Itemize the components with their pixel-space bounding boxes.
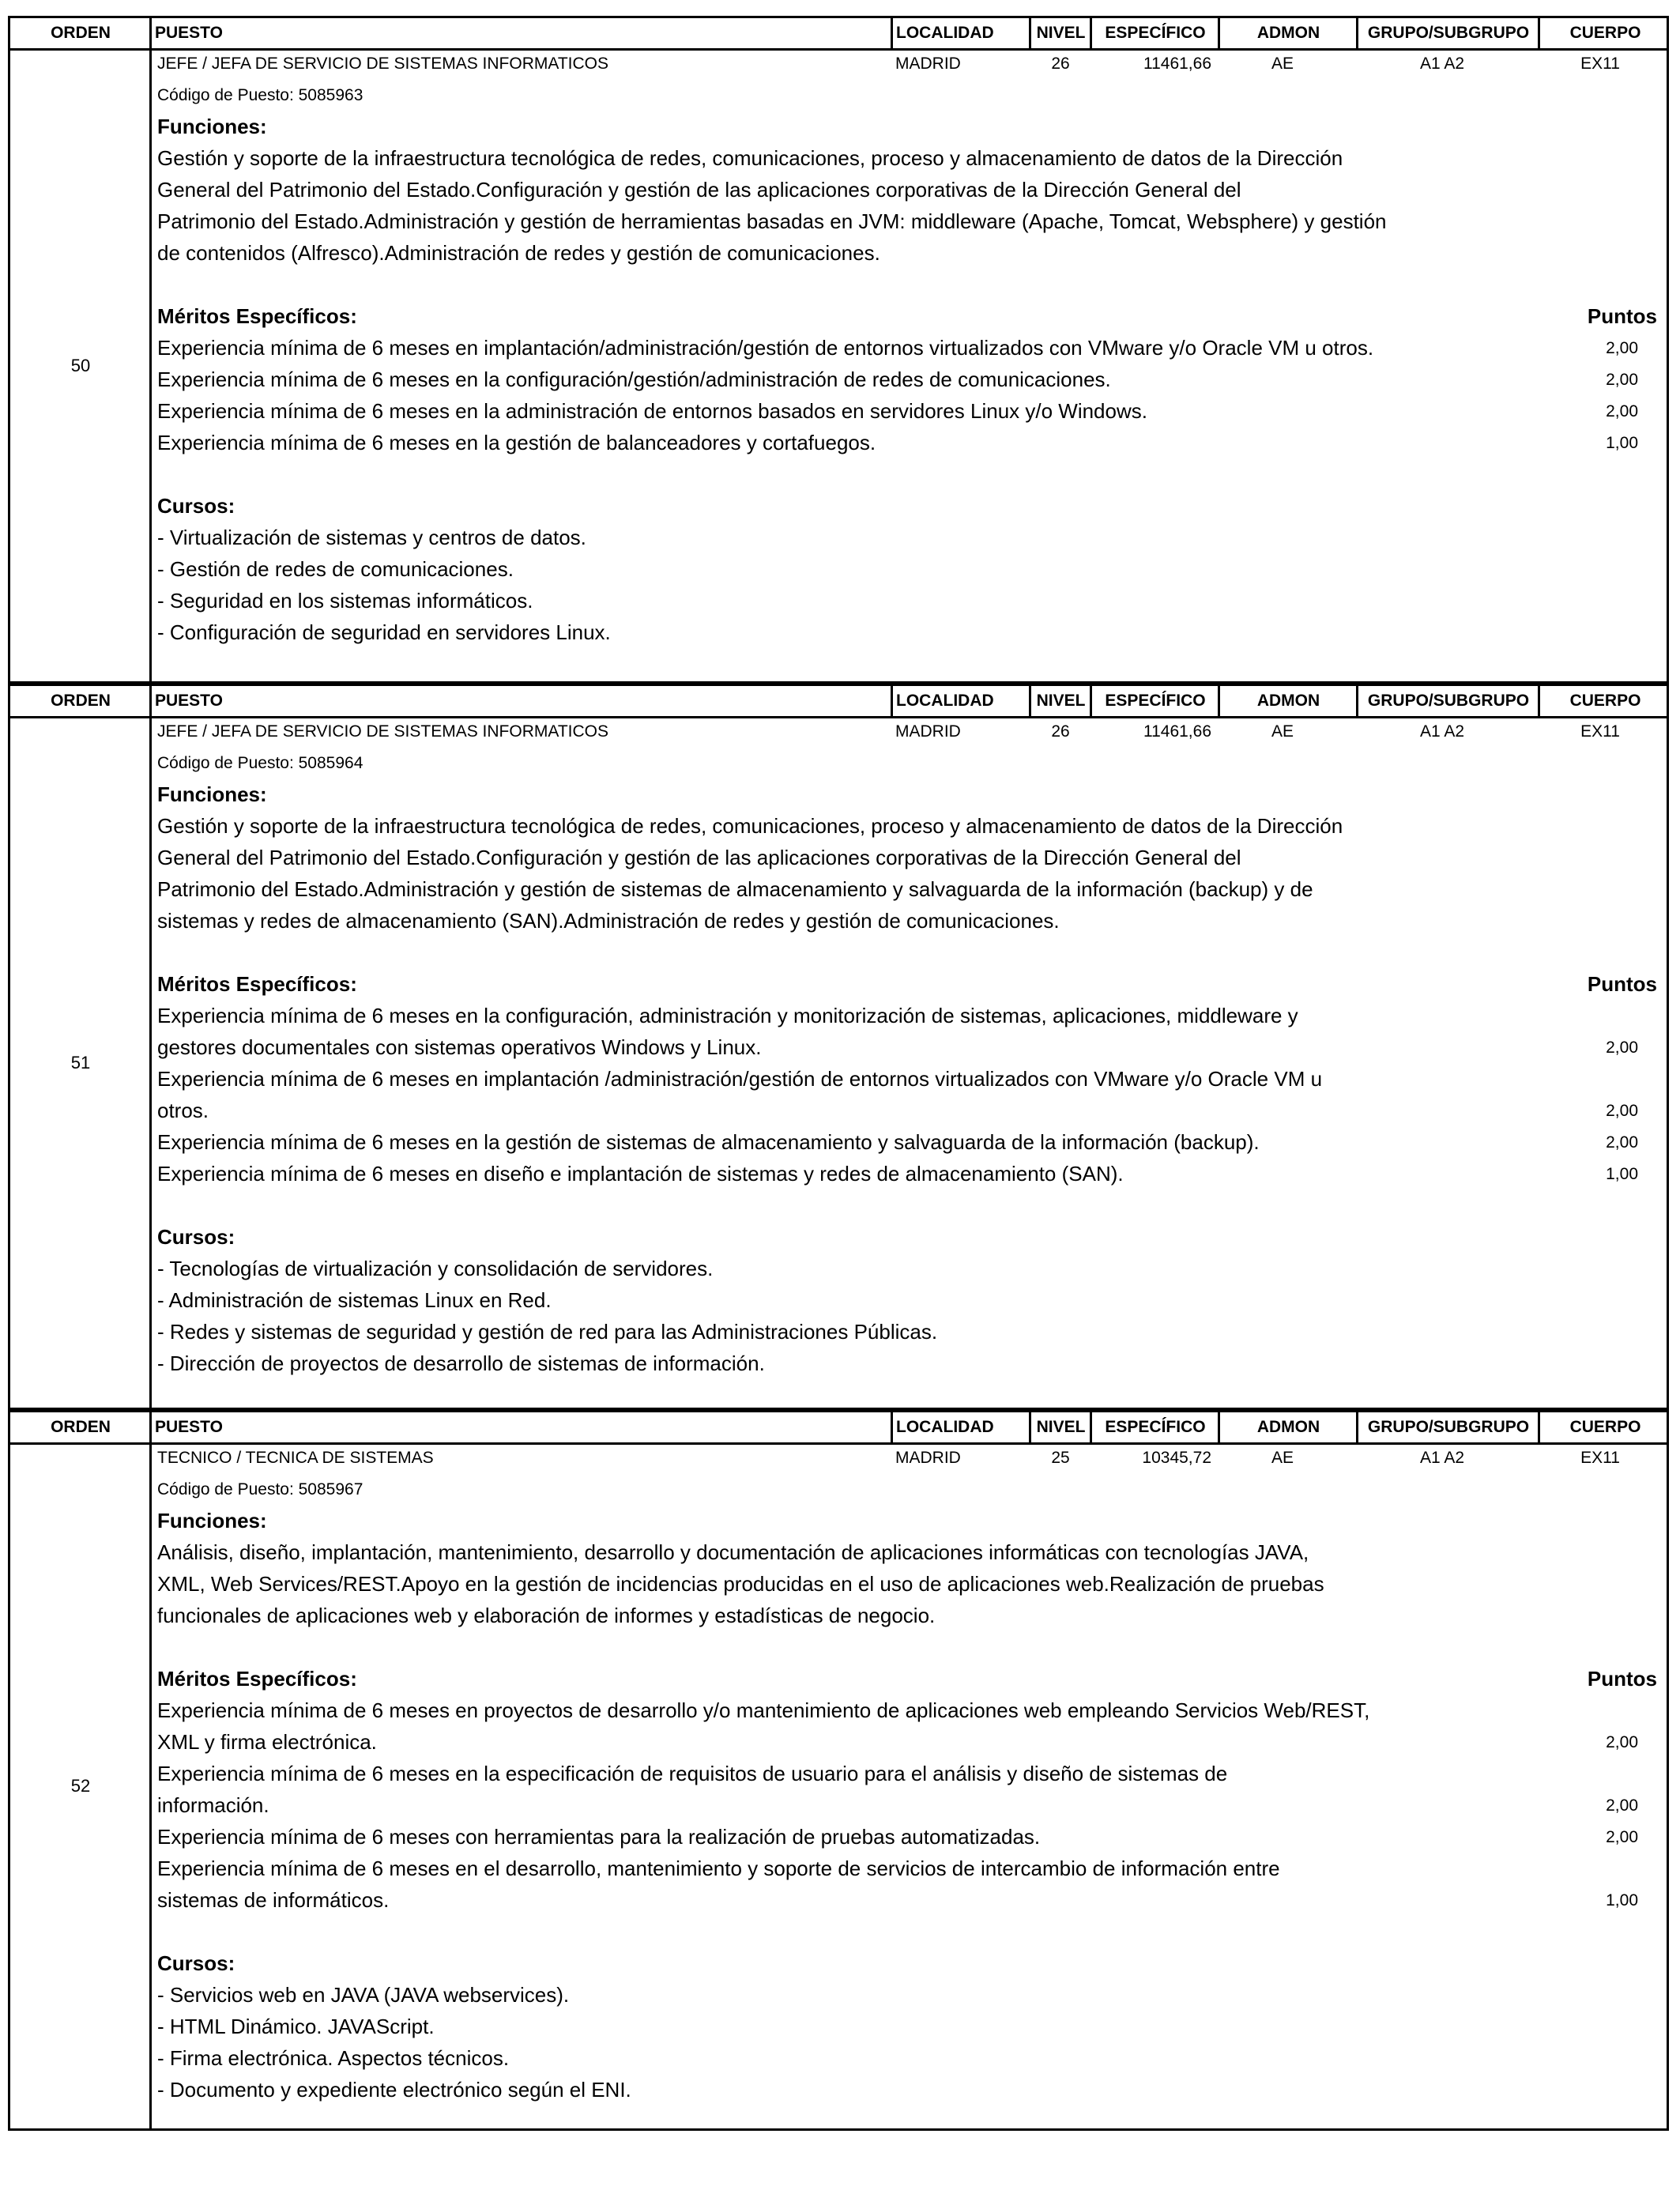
header-divider [1090, 1412, 1092, 1442]
header-divider [149, 18, 152, 48]
codigo-puesto: Código de Puesto: 5085964 [157, 754, 363, 772]
codigo-puesto: Código de Puesto: 5085963 [157, 86, 363, 104]
curso-line: - Seguridad en los sistemas informáticos. [157, 589, 533, 613]
position-block [8, 16, 1669, 684]
merito-line: Experiencia mínima de 6 meses en la configuración, administración y monitorización de sistemas, aplicaciones, middleware y [157, 1004, 1298, 1027]
codigo-puesto: Código de Puesto: 5085967 [157, 1480, 363, 1498]
header-nivel: NIVEL [1036, 24, 1086, 42]
merito-puntos: 2,00 [1606, 339, 1638, 357]
header-divider [1029, 18, 1031, 48]
header-especifico: ESPECÍFICO [1105, 1418, 1206, 1436]
curso-line: - Configuración de seguridad en servidores Linux. [157, 620, 611, 644]
value-grupo: A1 A2 [1419, 55, 1465, 73]
value-cuerpo: EX11 [1580, 722, 1620, 741]
merito-puntos: 2,00 [1606, 1733, 1638, 1751]
header-localidad: LOCALIDAD [896, 1418, 994, 1436]
funciones-heading: Funciones: [157, 782, 267, 806]
merito-puntos: 2,00 [1606, 1102, 1638, 1120]
curso-line: - Servicios web en JAVA (JAVA webservices). [157, 1983, 570, 2007]
header-divider [1029, 686, 1031, 716]
cursos-heading: Cursos: [157, 1225, 235, 1249]
value-nivel: 25 [1051, 1449, 1070, 1467]
merito-line: Experiencia mínima de 6 meses con herramientas para la realización de pruebas automatizadas. [157, 1825, 1041, 1849]
funciones-line: sistemas y redes de almacenamiento (SAN).Administración de redes y gestión de comunicaciones. [157, 909, 1060, 933]
header-especifico: ESPECÍFICO [1105, 24, 1206, 42]
curso-line: - Firma electrónica. Aspectos técnicos. [157, 2046, 510, 2070]
funciones-heading: Funciones: [157, 115, 267, 138]
value-nivel: 26 [1051, 55, 1070, 73]
merito-line: Experiencia mínima de 6 meses en la configuración/gestión/administración de redes de comunicaciones. [157, 368, 1111, 391]
merito-puntos: 2,00 [1606, 1796, 1638, 1815]
position-block [8, 1410, 1669, 2131]
merito-puntos: 2,00 [1606, 1828, 1638, 1846]
cursos-heading: Cursos: [157, 1951, 235, 1975]
header-divider [1356, 1412, 1358, 1442]
table-header-row [10, 18, 1667, 51]
header-cuerpo: CUERPO [1569, 24, 1641, 42]
header-divider [891, 686, 893, 716]
puntos-heading: Puntos [1587, 1667, 1657, 1691]
value-admon: AE [1271, 1449, 1294, 1467]
funciones-heading: Funciones: [157, 1509, 267, 1532]
header-divider [1356, 686, 1358, 716]
merito-line: gestores documentales con sistemas operativos Windows y Linux. [157, 1035, 762, 1059]
header-admon: ADMON [1256, 1418, 1320, 1436]
value-admon: AE [1271, 722, 1294, 741]
position-body [10, 1442, 1667, 2128]
merito-line: Experiencia mínima de 6 meses en la gestión de sistemas de almacenamiento y salvaguarda de la información (backup). [157, 1130, 1260, 1154]
value-grupo: A1 A2 [1419, 722, 1465, 741]
funciones-line: General del Patrimonio del Estado.Configuración y gestión de las aplicaciones corporativas de la Dirección General del [157, 846, 1241, 869]
funciones-line: General del Patrimonio del Estado.Configuración y gestión de las aplicaciones corporativas de la Dirección General del [157, 178, 1241, 202]
header-grupo: GRUPO/SUBGRUPO [1367, 1418, 1530, 1436]
value-especifico: 10345,72 [1142, 1449, 1211, 1467]
value-localidad: MADRID [895, 1449, 961, 1467]
header-localidad: LOCALIDAD [896, 692, 994, 710]
curso-line: - Documento y expediente electrónico según el ENI. [157, 2078, 631, 2102]
merito-line: información. [157, 1793, 269, 1817]
puesto-title: TECNICO / TECNICA DE SISTEMAS [157, 1449, 434, 1467]
curso-line: - Administración de sistemas Linux en Red. [157, 1288, 552, 1312]
funciones-line: Patrimonio del Estado.Administración y gestión de herramientas basadas en JVM: middleware (Apache, Tomcat, Websphere) y gestión [157, 209, 1387, 233]
merito-line: Experiencia mínima de 6 meses en el desarrollo, mantenimiento y soporte de servicios de intercambio de información entre [157, 1857, 1280, 1880]
funciones-line: Patrimonio del Estado.Administración y gestión de sistemas de almacenamiento y salvaguarda de la información (backup) y de [157, 877, 1313, 901]
header-divider [1090, 686, 1092, 716]
value-cuerpo: EX11 [1580, 1449, 1620, 1467]
puesto-title: JEFE / JEFA DE SERVICIO DE SISTEMAS INFORMATICOS [157, 55, 608, 73]
merito-line: Experiencia mínima de 6 meses en diseño e implantación de sistemas y redes de almacenamiento (SAN). [157, 1162, 1124, 1186]
header-divider [149, 686, 152, 716]
merito-line: Experiencia mínima de 6 meses en proyectos de desarrollo y/o mantenimiento de aplicaciones web empleando Servicios Web/REST, [157, 1698, 1370, 1722]
value-grupo: A1 A2 [1419, 1449, 1465, 1467]
merito-line: XML y firma electrónica. [157, 1730, 377, 1754]
header-divider [149, 1412, 152, 1442]
cursos-heading: Cursos: [157, 494, 235, 518]
header-localidad: LOCALIDAD [896, 24, 994, 42]
header-especifico: ESPECÍFICO [1105, 692, 1206, 710]
header-orden: ORDEN [51, 24, 111, 42]
header-admon: ADMON [1256, 692, 1320, 710]
merito-puntos: 1,00 [1606, 1165, 1638, 1183]
header-grupo: GRUPO/SUBGRUPO [1367, 24, 1530, 42]
table-header-row [10, 1412, 1667, 1445]
merito-puntos: 2,00 [1606, 1039, 1638, 1057]
puntos-heading: Puntos [1587, 972, 1657, 996]
orden-number: 52 [70, 1776, 91, 1796]
header-admon: ADMON [1256, 24, 1320, 42]
meritos-heading: Méritos Específicos: [157, 972, 357, 996]
position-block [8, 684, 1669, 1410]
value-especifico: 11461,66 [1143, 55, 1211, 73]
merito-line: sistemas de informáticos. [157, 1888, 390, 1912]
header-puesto: PUESTO [155, 24, 223, 42]
header-divider [1218, 18, 1220, 48]
curso-line: - Virtualización de sistemas y centros de datos. [157, 526, 586, 549]
puntos-heading: Puntos [1587, 304, 1657, 328]
orden-number: 51 [70, 1052, 91, 1072]
merito-line: Experiencia mínima de 6 meses en la especificación de requisitos de usuario para el análisis y diseño de sistemas de [157, 1762, 1228, 1785]
header-divider [891, 1412, 893, 1442]
value-nivel: 26 [1051, 722, 1070, 741]
value-admon: AE [1271, 55, 1294, 73]
merito-puntos: 1,00 [1606, 1891, 1638, 1909]
position-body [10, 48, 1667, 681]
funciones-line: Gestión y soporte de la infraestructura tecnológica de redes, comunicaciones, proceso y almacenamiento de datos de la Dirección [157, 814, 1343, 838]
header-divider [1538, 1412, 1540, 1442]
funciones-line: XML, Web Services/REST.Apoyo en la gestión de incidencias producidas en el uso de aplicaciones web.Realización de pruebas [157, 1572, 1324, 1596]
header-cuerpo: CUERPO [1569, 692, 1641, 710]
header-divider [1218, 1412, 1220, 1442]
curso-line: - Tecnologías de virtualización y consolidación de servidores. [157, 1257, 714, 1280]
curso-line: - Dirección de proyectos de desarrollo de sistemas de información. [157, 1351, 765, 1375]
header-divider [891, 18, 893, 48]
header-nivel: NIVEL [1036, 692, 1086, 710]
value-especifico: 11461,66 [1143, 722, 1211, 741]
table-header-row [10, 686, 1667, 718]
merito-puntos: 2,00 [1606, 371, 1638, 389]
orden-number: 50 [70, 355, 91, 375]
merito-puntos: 2,00 [1606, 402, 1638, 420]
merito-line: Experiencia mínima de 6 meses en la administración de entornos basados en servidores Linux y/o Windows. [157, 399, 1147, 423]
merito-puntos: 1,00 [1606, 434, 1638, 452]
header-divider [1356, 18, 1358, 48]
header-divider [1090, 18, 1092, 48]
merito-line: Experiencia mínima de 6 meses en implantación /administración/gestión de entornos virtualizados con VMware y/o Oracle VM u [157, 1067, 1323, 1091]
header-puesto: PUESTO [155, 692, 223, 710]
merito-line: Experiencia mínima de 6 meses en la gestión de balanceadores y cortafuegos. [157, 431, 876, 454]
header-divider [1029, 1412, 1031, 1442]
header-orden: ORDEN [51, 692, 111, 710]
position-body [10, 716, 1667, 1408]
funciones-line: funcionales de aplicaciones web y elaboración de informes y estadísticas de negocio. [157, 1604, 936, 1627]
funciones-line: Gestión y soporte de la infraestructura tecnológica de redes, comunicaciones, proceso y almacenamiento de datos de la Dirección [157, 146, 1343, 170]
header-cuerpo: CUERPO [1569, 1418, 1641, 1436]
header-divider [1218, 686, 1220, 716]
curso-line: - Gestión de redes de comunicaciones. [157, 557, 514, 581]
header-grupo: GRUPO/SUBGRUPO [1367, 692, 1530, 710]
merito-line: Experiencia mínima de 6 meses en implantación/administración/gestión de entornos virtualizados con VMware y/o Oracle VM u otros. [157, 336, 1374, 360]
merito-line: otros. [157, 1099, 209, 1122]
value-localidad: MADRID [895, 722, 961, 741]
value-localidad: MADRID [895, 55, 961, 73]
funciones-line: de contenidos (Alfresco).Administración de redes y gestión de comunicaciones. [157, 241, 880, 265]
curso-line: - Redes y sistemas de seguridad y gestión de red para las Administraciones Públicas. [157, 1320, 938, 1344]
meritos-heading: Méritos Específicos: [157, 1667, 357, 1691]
header-orden: ORDEN [51, 1418, 111, 1436]
header-divider [1538, 686, 1540, 716]
puesto-title: JEFE / JEFA DE SERVICIO DE SISTEMAS INFORMATICOS [157, 722, 608, 741]
header-nivel: NIVEL [1036, 1418, 1086, 1436]
meritos-heading: Méritos Específicos: [157, 304, 357, 328]
funciones-line: Análisis, diseño, implantación, mantenimiento, desarrollo y documentación de aplicaciones informáticas con tecnologías JAVA, [157, 1540, 1309, 1564]
curso-line: - HTML Dinámico. JAVAScript. [157, 2015, 435, 2038]
header-divider [1538, 18, 1540, 48]
merito-puntos: 2,00 [1606, 1133, 1638, 1152]
header-puesto: PUESTO [155, 1418, 223, 1436]
value-cuerpo: EX11 [1580, 55, 1620, 73]
